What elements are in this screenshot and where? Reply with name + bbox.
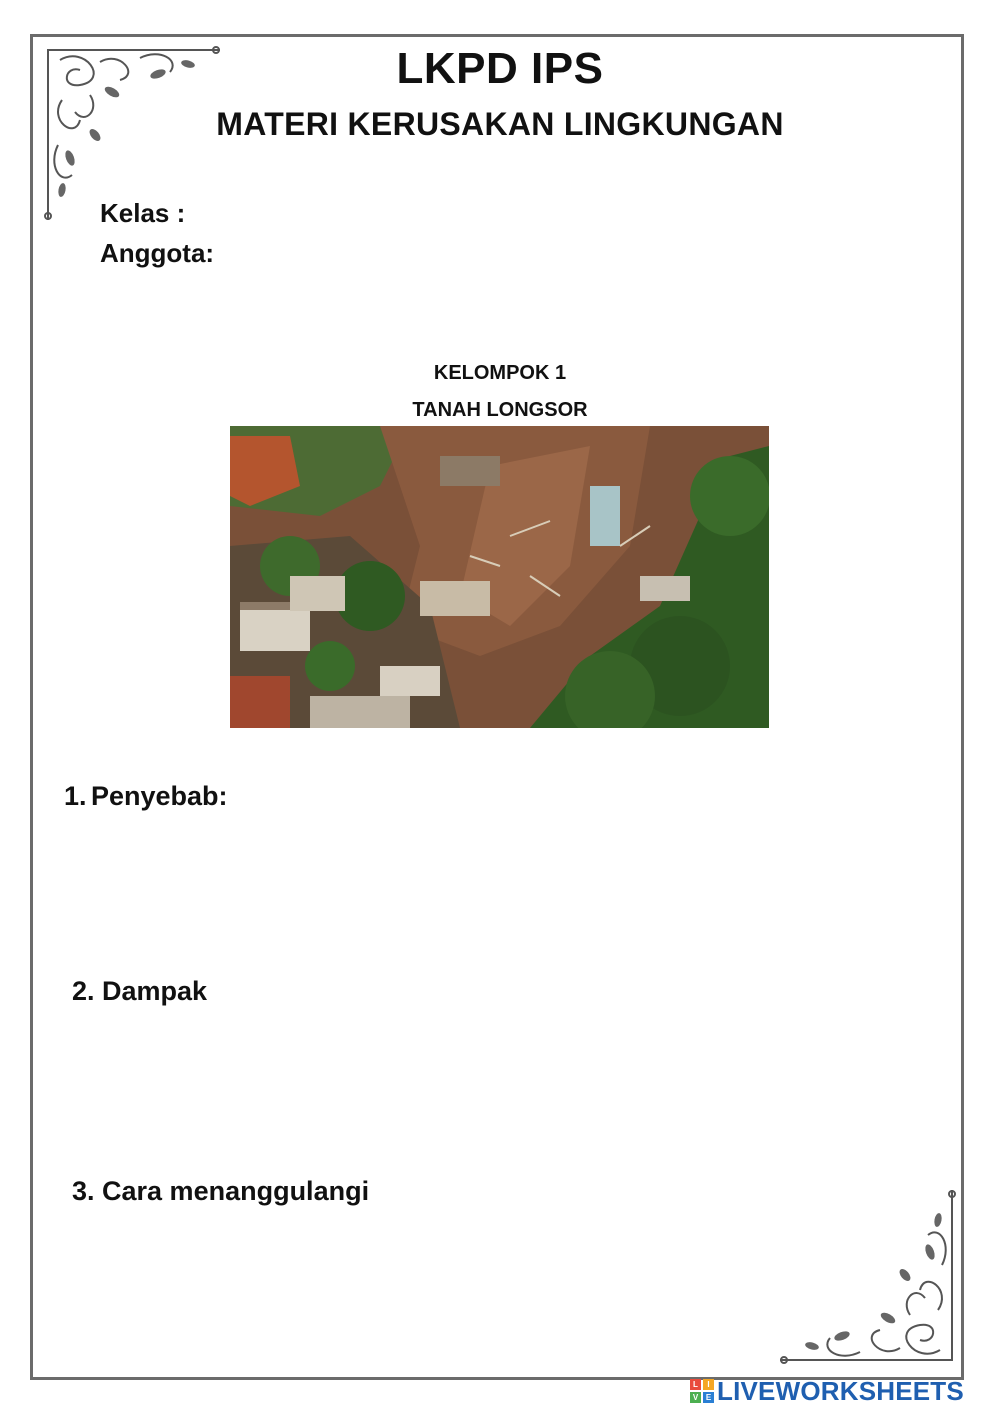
question-penyebab xyxy=(64,781,228,812)
logo-letter: L xyxy=(690,1379,701,1390)
logo-letter: E xyxy=(703,1392,714,1403)
question-dampak: 2. Dampak xyxy=(72,976,208,1006)
group-topic: TANAH LONGSOR xyxy=(412,399,588,421)
anggota-label: Anggota: xyxy=(100,238,215,268)
group-name: KELOMPOK 1 xyxy=(433,362,567,384)
question-number: 1. xyxy=(64,781,87,811)
landslide-photo xyxy=(230,426,769,728)
liveworksheets-text: LIVEWORKSHEETS xyxy=(717,1375,964,1406)
page-title: LKPD IPS xyxy=(396,44,604,93)
liveworksheets-logo-icon xyxy=(690,1379,714,1403)
ornament-bottom-right-icon xyxy=(770,1185,960,1370)
liveworksheets-logo xyxy=(690,1376,964,1406)
logo-letter: I xyxy=(703,1379,714,1390)
kelas-label: Kelas : xyxy=(100,198,186,228)
page-subtitle: MATERI KERUSAKAN LINGKUNGAN xyxy=(216,106,784,142)
question-label: Penyebab: xyxy=(91,781,228,811)
question-cara-menanggulangi: 3. Cara menanggulangi xyxy=(72,1176,370,1206)
logo-letter: V xyxy=(690,1392,701,1403)
